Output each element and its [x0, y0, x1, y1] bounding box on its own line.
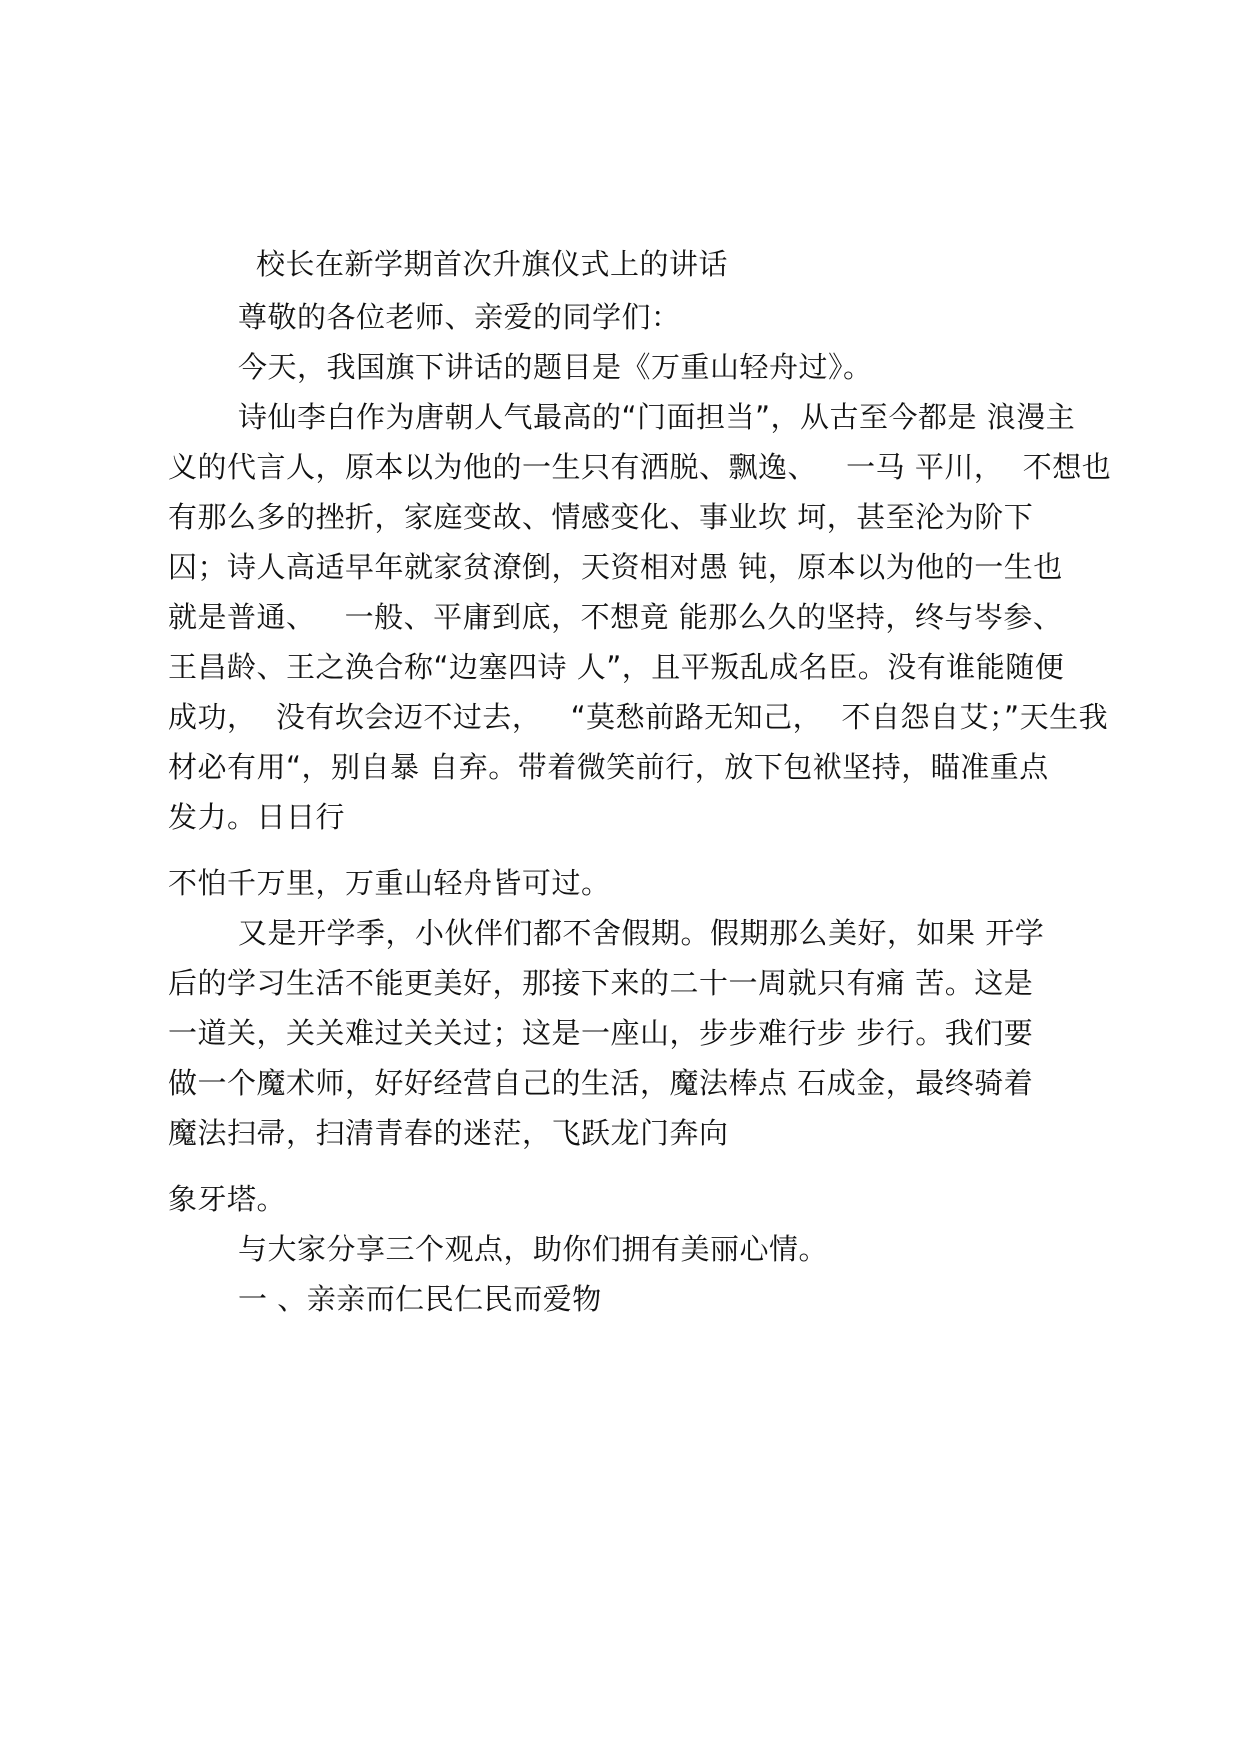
paragraph-line: 囚；诗人高适早年就家贫潦倒，天资相对愚 钝，原本以为他的一生也 — [168, 550, 1063, 584]
paragraph-line: 一道关，关关难过关关过；这是一座山，步步难行步 步行。我们要 — [168, 1016, 1034, 1050]
paragraph-line: 王昌龄、王之涣合称“边塞四诗 人”，且平叛乱成名臣。没有谁能随便 — [168, 650, 1065, 684]
speech-title: 校长在新学期首次升旗仪式上的讲话 — [256, 247, 729, 281]
paragraph-school-season — [168, 908, 1093, 1158]
spacer — [168, 842, 1093, 858]
paragraph-line: 诗仙李白作为唐朝人气最高的“门面担当”，从古至今都是 浪漫主 — [238, 400, 1076, 434]
paragraph-line: 有那么多的挫折，家庭变故、情感变化、事业坎 坷，甚至沦为阶下 — [168, 500, 1034, 534]
paragraph-line: 魔法扫帚，扫清青春的迷茫，飞跃龙门奔向 — [168, 1116, 729, 1150]
topic-line: 今天，我国旗下讲话的题目是《万重山轻舟过》。 — [238, 350, 873, 384]
share-line: 与大家分享三个观点，助你们拥有美丽心情。 — [238, 1232, 829, 1266]
point-one-heading: 一 、亲亲而仁民仁民而爱物 — [238, 1282, 602, 1316]
paragraph-line: 就是普通、 一般、平庸到底，不想竟 能那么久的坚持，终与岑参、 — [168, 600, 1063, 634]
paragraph-li-bai — [168, 392, 1112, 842]
salutation: 尊敬的各位老师、亲爱的同学们： — [238, 300, 681, 334]
paragraph-line: 象牙塔。 — [168, 1182, 287, 1216]
paragraph-line: 材必有用“，别自暴 自弃。带着微笑前行，放下包袱坚持，瞄准重点 — [168, 750, 1049, 784]
paragraph-line: 又是开学季，小伙伴们都不舍假期。假期那么美好，如果 开学 — [238, 916, 1045, 950]
document-body — [168, 242, 1112, 1324]
paragraph-line: 不怕千万里，万重山轻舟皆可过。 — [168, 866, 611, 900]
paragraph-line: 成功， 没有坎会迈不过去， “莫愁前路无知己， 不自怨自艾；”天生我 — [168, 700, 1109, 734]
paragraph-line: 义的代言人，原本以为他的一生只有洒脱、飘逸、 一马 平川， 不想也 — [168, 450, 1112, 484]
spacer — [168, 1158, 1093, 1174]
paragraph-line: 后的学习生活不能更美好，那接下来的二十一周就只有痛 苦。这是 — [168, 966, 1034, 1000]
paragraph-line: 做一个魔术师，好好经营自己的生活，魔法棒点 石成金，最终骑着 — [168, 1066, 1034, 1100]
paragraph-line: 发力。日日行 — [168, 800, 346, 834]
